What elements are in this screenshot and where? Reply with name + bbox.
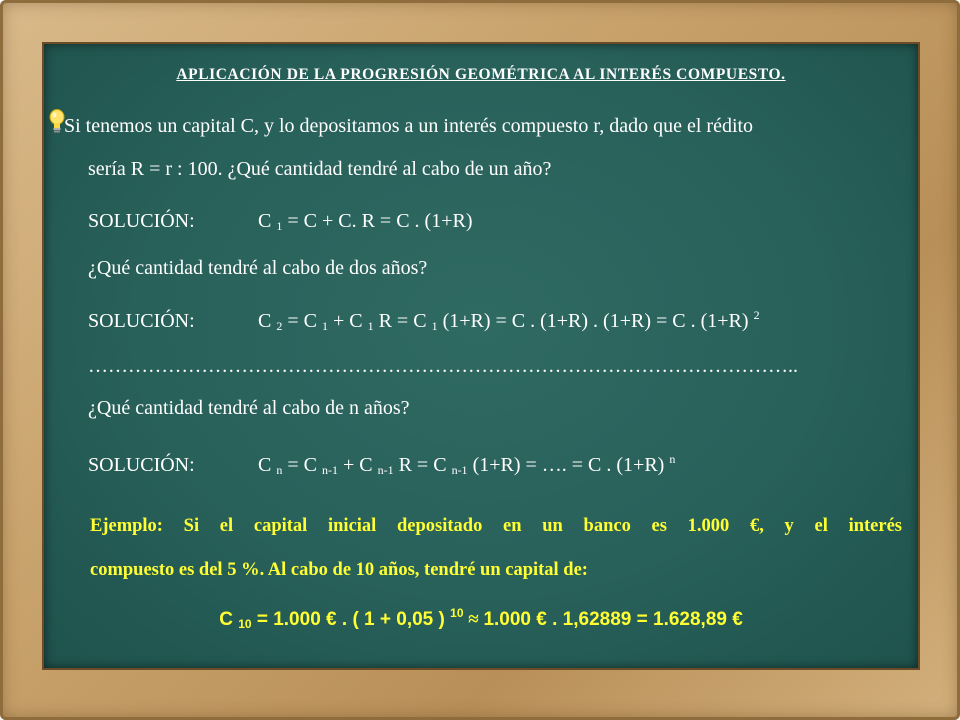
- formula-subscript: n-1: [377, 463, 394, 477]
- formula-text: = C: [282, 454, 322, 476]
- formula-subscript: 1: [276, 219, 283, 233]
- formula-text: (1+R) = …. = C . (1+R): [467, 454, 670, 476]
- formula-text: = C: [282, 310, 322, 332]
- formula-text: (1+R) = C . (1+R) . (1+R) = C . (1+R): [437, 310, 754, 332]
- formula-subscript: n-1: [451, 463, 468, 477]
- solution-n-years: [88, 447, 675, 482]
- formula-subscript: n: [276, 463, 283, 477]
- slide-title: APLICACIÓN DE LA PROGRESIÓN GEOMÉTRICA AL INTERÉS COMPUESTO.: [176, 66, 786, 83]
- formula-subscript: 1: [321, 319, 328, 333]
- example-formula: [44, 606, 918, 631]
- chalkboard: [44, 44, 918, 668]
- formula-subscript: 1: [367, 319, 374, 333]
- solution-label: SOLUCIÓN:: [88, 310, 195, 332]
- formula-superscript: n: [669, 452, 676, 466]
- formula-c: C: [258, 210, 272, 232]
- solution-one-year: [88, 209, 472, 238]
- example-line-1: Ejemplo: Si el capital inicial depositado en un banco es 1.000 €, y el interés: [90, 516, 902, 536]
- formula-subscript: 1: [431, 319, 438, 333]
- formula-result: 1.000 € . 1,62889 = 1.628,89 €: [483, 609, 743, 630]
- intro-line-2: sería R = r : 100. ¿Qué cantidad tendré al cabo de un año?: [88, 158, 552, 180]
- formula-text: R = C: [393, 454, 452, 476]
- question-two-years: ¿Qué cantidad tendré al cabo de dos años?: [88, 257, 428, 279]
- formula-text: + C: [327, 310, 368, 332]
- formula-subscript: n-1: [321, 463, 338, 477]
- approx-symbol: ≈: [463, 609, 484, 630]
- question-n-years: ¿Qué cantidad tendré al cabo de n años?: [88, 397, 410, 419]
- formula-c: C: [219, 609, 233, 630]
- intro-line-1: Si tenemos un capital C, y lo depositamos a un interés compuesto r, dado que el rédito: [64, 115, 754, 137]
- formula-text: + C: [337, 454, 378, 476]
- formula-superscript: 10: [450, 606, 464, 620]
- formula-c: C: [258, 454, 272, 476]
- formula-text: = C + C. R = C . (1+R): [282, 210, 473, 232]
- formula-text: R = C: [373, 310, 432, 332]
- solution-label: SOLUCIÓN:: [88, 210, 195, 232]
- formula-subscript: 10: [238, 617, 252, 631]
- formula-text: = 1.000 € . ( 1 + 0,05 ): [251, 609, 451, 630]
- formula-subscript: 2: [276, 319, 283, 333]
- ellipsis-line: ……………………………………………………………………………………………..: [88, 355, 798, 377]
- example-line-2: compuesto es del 5 %. Al cabo de 10 años, tendré un capital de:: [90, 560, 588, 580]
- solution-label: SOLUCIÓN:: [88, 454, 195, 476]
- solution-two-years: [88, 303, 760, 338]
- formula-c: C: [258, 310, 272, 332]
- formula-superscript: 2: [753, 308, 760, 322]
